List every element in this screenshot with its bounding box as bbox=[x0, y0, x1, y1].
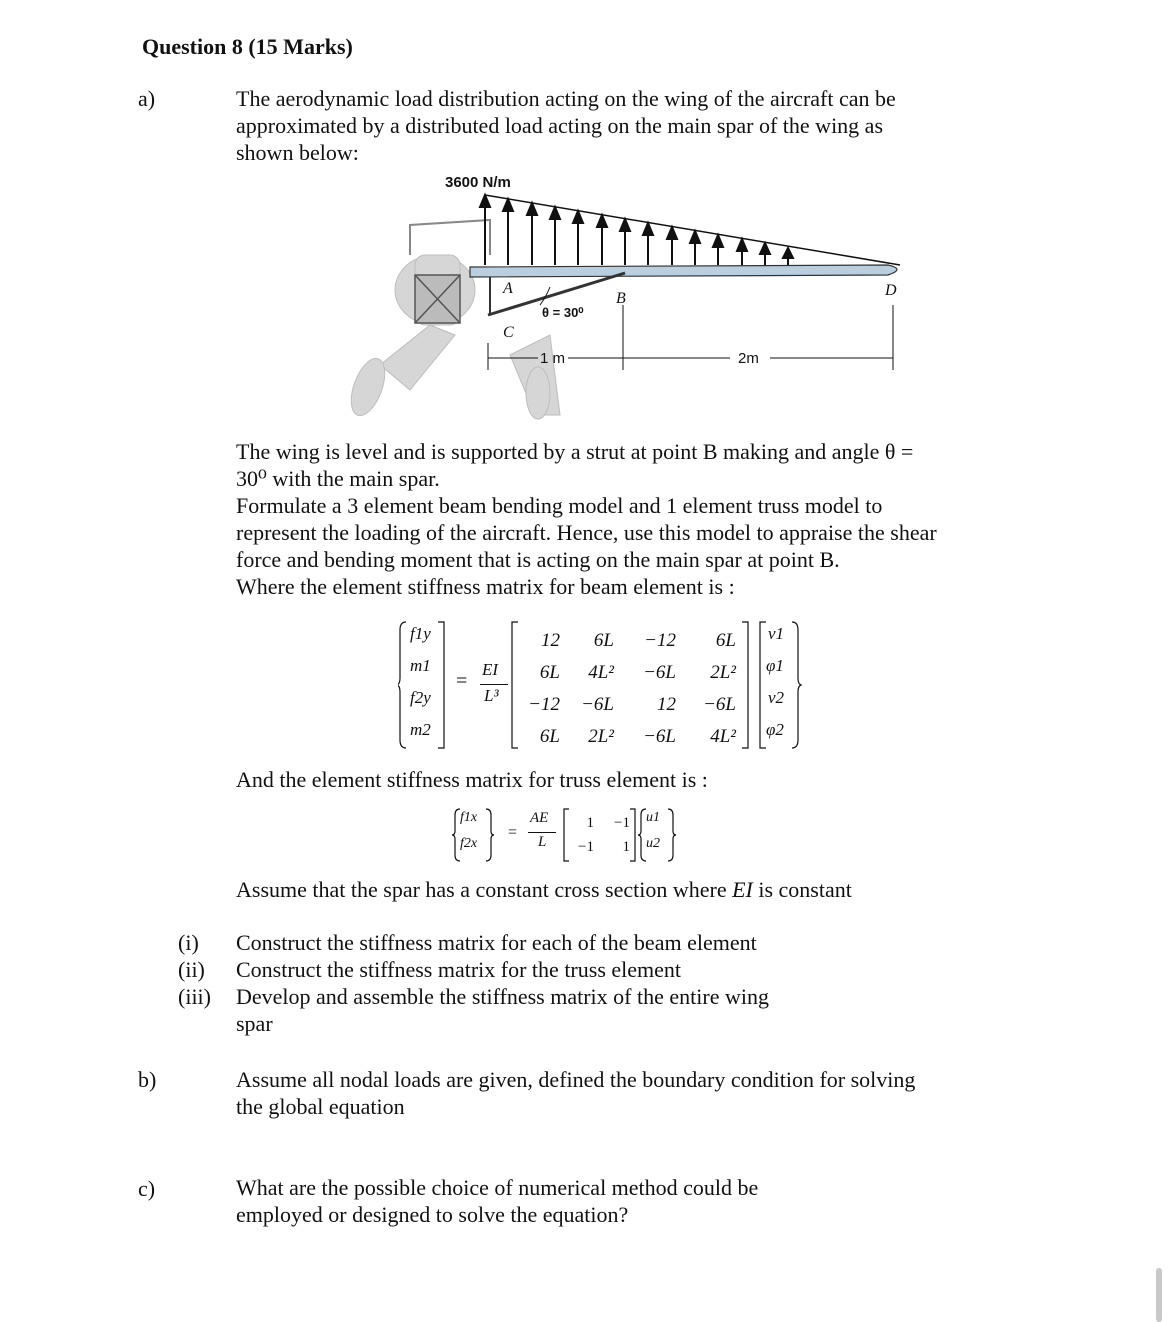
matrix-cell: 12 bbox=[541, 630, 560, 651]
truss-intro: And the element stiffness matrix for truss element is : bbox=[236, 767, 708, 792]
rhs-v1: v1 bbox=[768, 624, 785, 643]
matrix-cell: 6L bbox=[593, 630, 614, 651]
coef-numerator: EI bbox=[482, 660, 499, 679]
text-line: Formulate a 3 element beam bending model and 1 element truss model to bbox=[236, 493, 883, 518]
dimension-1m: 1 m bbox=[540, 350, 566, 367]
truss-matrix-cell: 1 bbox=[586, 815, 594, 831]
matrix-cell: −12 bbox=[644, 630, 676, 651]
matrix-cell: −6L bbox=[703, 694, 736, 715]
subitem-number: (ii) bbox=[178, 957, 205, 982]
lhs-m2: m2 bbox=[410, 720, 431, 739]
equals-sign: = bbox=[456, 670, 468, 692]
text-line: What are the possible choice of numerical method could be bbox=[236, 1175, 759, 1200]
text-line: The wing is level and is supported by a strut at point B making and angle θ = bbox=[236, 439, 914, 464]
truss-matrix-cell: −1 bbox=[578, 839, 594, 855]
lhs-m1: m1 bbox=[410, 656, 431, 675]
truss-equals-sign: = bbox=[508, 824, 518, 841]
text-line: force and bending moment that is acting on the main spar at point B. bbox=[236, 547, 840, 572]
angle-label: θ = 30⁰ bbox=[542, 305, 584, 320]
lhs-f2y: f2y bbox=[410, 688, 431, 707]
subitem-text: Construct the stiffness matrix for the truss element bbox=[236, 957, 682, 982]
text-line: The aerodynamic load distribution acting on the wing of the aircraft can be bbox=[236, 86, 896, 111]
part-a-label: a) bbox=[138, 86, 156, 111]
matrix-cell: −12 bbox=[528, 694, 560, 715]
load-arrows bbox=[480, 195, 793, 265]
engine bbox=[415, 275, 460, 323]
truss-coef-numerator: AE bbox=[530, 810, 549, 826]
point-d-label: D bbox=[885, 282, 897, 299]
canopy-frame bbox=[410, 220, 490, 255]
part-a-body bbox=[236, 438, 937, 600]
assumption-line bbox=[236, 876, 852, 903]
text-line: approximated by a distributed load acting on the main spar of the wing as bbox=[236, 113, 884, 138]
subitem-text: Construct the stiffness matrix for each of the beam element bbox=[236, 930, 757, 955]
question-title: Question 8 (15 Marks) bbox=[142, 34, 353, 59]
text-line: employed or designed to solve the equation? bbox=[236, 1202, 629, 1227]
matrix-cell: 4L² bbox=[588, 662, 614, 683]
fraction-bar bbox=[480, 684, 508, 685]
subitem-number: (i) bbox=[178, 930, 199, 955]
text-line: Where the element stiffness matrix for beam element is : bbox=[236, 574, 735, 599]
truss-rhs-u2: u2 bbox=[646, 836, 660, 851]
rhs-v2: v2 bbox=[768, 688, 785, 707]
truss-fraction-bar bbox=[528, 832, 556, 833]
part-a-intro bbox=[236, 85, 896, 166]
assumption-prefix: Assume that the spar has a constant cross section where bbox=[236, 877, 727, 902]
part-b-text bbox=[236, 1066, 915, 1120]
point-a-label: A bbox=[503, 280, 513, 297]
matrix-cell: −6L bbox=[581, 694, 614, 715]
part-c-label: c) bbox=[138, 1176, 156, 1201]
text-line: shown below: bbox=[236, 140, 359, 165]
wing-spar bbox=[470, 265, 897, 277]
subitem-number: (iii) bbox=[178, 984, 211, 1009]
truss-lhs-f2x: f2x bbox=[460, 836, 478, 851]
truss-lhs-f1x: f1x bbox=[460, 810, 478, 825]
coef-denominator: L³ bbox=[484, 686, 499, 705]
lhs-f1y: f1y bbox=[410, 624, 431, 643]
truss-coef-denominator: L bbox=[538, 834, 547, 850]
matrix-cell: 4L² bbox=[710, 726, 736, 747]
text-line: the global equation bbox=[236, 1094, 405, 1119]
part-b-label: b) bbox=[138, 1067, 157, 1092]
truss-matrix-cell: −1 bbox=[614, 815, 630, 831]
load-envelope bbox=[485, 195, 900, 265]
text-line: 30⁰ with the main spar. bbox=[236, 466, 440, 491]
text-line: represent the loading of the aircraft. Hence, use this model to appraise the shear bbox=[236, 520, 937, 545]
matrix-cell: 6L bbox=[539, 662, 560, 683]
assumption-suffix: is constant bbox=[758, 877, 852, 902]
subitem-text: Develop and assemble the stiffness matrix of the entire wing bbox=[236, 984, 769, 1009]
truss-matrix-cell: 1 bbox=[622, 839, 630, 855]
dimension-2m: 2m bbox=[738, 350, 759, 367]
truss-rhs-u1: u1 bbox=[646, 810, 660, 825]
subitem-text: spar bbox=[236, 1011, 273, 1036]
scrollbar-thumb[interactable] bbox=[1156, 1268, 1162, 1322]
text-line: Assume all nodal loads are given, defined the boundary condition for solving bbox=[236, 1067, 916, 1092]
point-b-label: B bbox=[616, 290, 626, 307]
truss-rhs-bracket bbox=[638, 806, 682, 864]
truss-stiffness-equation bbox=[452, 806, 692, 864]
rhs-phi2: φ2 bbox=[766, 720, 784, 739]
rhs-phi1: φ1 bbox=[766, 656, 784, 675]
matrix-cell: −6L bbox=[643, 662, 676, 683]
wing-figure bbox=[340, 165, 920, 425]
matrix-cell: 6L bbox=[539, 726, 560, 747]
assumption-ei: EI bbox=[732, 877, 753, 902]
matrix-cell: 12 bbox=[657, 694, 676, 715]
point-c-label: C bbox=[503, 324, 514, 341]
matrix-cell: 2L² bbox=[588, 726, 614, 747]
matrix-cell: −6L bbox=[643, 726, 676, 747]
matrix-cell: 2L² bbox=[710, 662, 736, 683]
part-c-text bbox=[236, 1174, 758, 1228]
load-label: 3600 N/m bbox=[445, 174, 511, 191]
matrix-cell: 6L bbox=[715, 630, 736, 651]
beam-stiffness-equation bbox=[398, 618, 808, 753]
